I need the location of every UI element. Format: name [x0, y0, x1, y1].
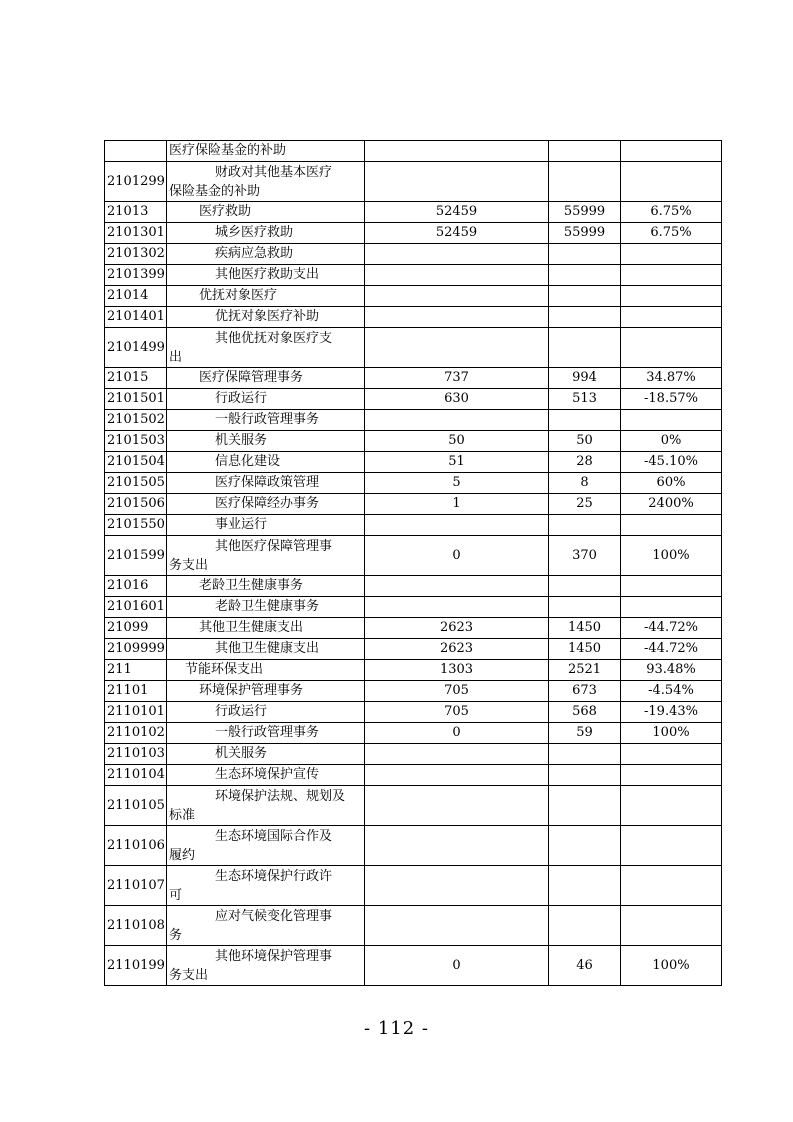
- table-row: [105, 744, 722, 765]
- cell-name: [167, 906, 365, 946]
- cell-code: 2101401: [105, 307, 167, 328]
- cell-name: 医疗保障政策管理: [167, 473, 365, 494]
- cell-code: 21015: [105, 368, 167, 389]
- cell-name: 其他卫生健康支出: [167, 639, 365, 660]
- cell-value-a: [365, 765, 549, 786]
- cell-value-a: 705: [365, 681, 549, 702]
- cell-code: 2101399: [105, 265, 167, 286]
- cell-value-a: 52459: [365, 202, 549, 223]
- cell-name-line: 环境保护法规、规划及: [215, 788, 346, 804]
- cell-name: 机关服务: [167, 431, 365, 452]
- cell-name: 其他医疗救助支出: [167, 265, 365, 286]
- cell-code: 21014: [105, 286, 167, 307]
- cell-value-a: [365, 162, 549, 202]
- cell-value-c: [621, 906, 722, 946]
- cell-value-c: [621, 286, 722, 307]
- cell-value-b: 8: [549, 473, 621, 494]
- cell-code: 2110199: [105, 946, 167, 986]
- cell-value-c: [621, 597, 722, 618]
- cell-value-b: 28: [549, 452, 621, 473]
- cell-value-b: [549, 765, 621, 786]
- cell-name-line: 出: [169, 349, 183, 365]
- table-row: [105, 515, 722, 536]
- cell-value-a: 2623: [365, 618, 549, 639]
- table-row: [105, 702, 722, 723]
- cell-code: 2110103: [105, 744, 167, 765]
- table-row: [105, 410, 722, 431]
- cell-code: 2101299: [105, 162, 167, 202]
- table-row: [105, 826, 722, 866]
- cell-name: 优抚对象医疗补助: [167, 307, 365, 328]
- cell-value-a: 0: [365, 946, 549, 986]
- cell-value-c: 6.75%: [621, 223, 722, 244]
- table-body: [105, 141, 722, 986]
- cell-value-b: 1450: [549, 639, 621, 660]
- cell-value-b: [549, 286, 621, 307]
- cell-name: 生态环境保护宣传: [167, 765, 365, 786]
- cell-name: [167, 328, 365, 368]
- cell-code: 2110104: [105, 765, 167, 786]
- cell-value-b: [549, 597, 621, 618]
- table-row: [105, 244, 722, 265]
- cell-value-a: 0: [365, 723, 549, 744]
- cell-name: 疾病应急救助: [167, 244, 365, 265]
- cell-code: 21099: [105, 618, 167, 639]
- cell-value-a: [365, 141, 549, 162]
- cell-code: [105, 141, 167, 162]
- cell-value-b: 55999: [549, 202, 621, 223]
- table-row: [105, 786, 722, 826]
- table-row: [105, 660, 722, 681]
- cell-value-a: [365, 244, 549, 265]
- cell-name-line: 财政对其他基本医疗: [215, 164, 333, 180]
- cell-value-b: 59: [549, 723, 621, 744]
- cell-name: 机关服务: [167, 744, 365, 765]
- cell-value-a: [365, 866, 549, 906]
- cell-value-a: [365, 286, 549, 307]
- cell-name-line: 其他优抚对象医疗支: [215, 330, 333, 346]
- cell-value-c: [621, 866, 722, 906]
- table-row: [105, 866, 722, 906]
- cell-value-c: 2400%: [621, 494, 722, 515]
- cell-value-b: [549, 576, 621, 597]
- cell-code: 211: [105, 660, 167, 681]
- cell-value-c: 60%: [621, 473, 722, 494]
- cell-name: 行政运行: [167, 389, 365, 410]
- cell-value-c: -44.72%: [621, 639, 722, 660]
- cell-value-b: 994: [549, 368, 621, 389]
- table-row: [105, 452, 722, 473]
- cell-value-b: [549, 328, 621, 368]
- cell-value-c: 100%: [621, 723, 722, 744]
- cell-value-a: [365, 410, 549, 431]
- cell-code: 2101550: [105, 515, 167, 536]
- table-row: [105, 389, 722, 410]
- cell-name-line: 其他医疗保障管理事: [215, 538, 333, 554]
- cell-value-c: 6.75%: [621, 202, 722, 223]
- cell-code: 21101: [105, 681, 167, 702]
- cell-value-a: 1303: [365, 660, 549, 681]
- cell-name: 事业运行: [167, 515, 365, 536]
- table-row: [105, 431, 722, 452]
- page-number: - 112 -: [364, 1018, 429, 1039]
- cell-value-b: [549, 866, 621, 906]
- cell-value-a: 630: [365, 389, 549, 410]
- cell-code: 21016: [105, 576, 167, 597]
- cell-code: 2101505: [105, 473, 167, 494]
- cell-value-c: [621, 265, 722, 286]
- cell-code: 2110107: [105, 866, 167, 906]
- cell-code: 2101501: [105, 389, 167, 410]
- table-row: [105, 906, 722, 946]
- cell-name-line: 生态环境国际合作及: [215, 828, 333, 844]
- table-row: [105, 946, 722, 986]
- cell-value-b: 25: [549, 494, 621, 515]
- cell-value-c: [621, 328, 722, 368]
- cell-value-c: [621, 576, 722, 597]
- cell-value-b: 370: [549, 536, 621, 576]
- cell-name: 老龄卫生健康事务: [167, 576, 365, 597]
- cell-value-b: 2521: [549, 660, 621, 681]
- table-row: [105, 473, 722, 494]
- table-row: [105, 202, 722, 223]
- cell-code: 2110106: [105, 826, 167, 866]
- table-row: [105, 536, 722, 576]
- cell-value-c: [621, 244, 722, 265]
- cell-value-c: -44.72%: [621, 618, 722, 639]
- cell-value-c: -45.10%: [621, 452, 722, 473]
- cell-value-a: [365, 906, 549, 946]
- cell-name: 信息化建设: [167, 452, 365, 473]
- cell-name: [167, 786, 365, 826]
- cell-value-a: 705: [365, 702, 549, 723]
- table-row: [105, 328, 722, 368]
- cell-value-a: [365, 328, 549, 368]
- cell-value-b: [549, 244, 621, 265]
- cell-name: 节能环保支出: [167, 660, 365, 681]
- budget-table: [104, 140, 722, 986]
- cell-name: 其他卫生健康支出: [167, 618, 365, 639]
- cell-value-a: [365, 826, 549, 866]
- cell-name-line: 生态环境保护行政许: [215, 868, 333, 884]
- cell-value-c: [621, 786, 722, 826]
- cell-value-c: -19.43%: [621, 702, 722, 723]
- cell-name: [167, 946, 365, 986]
- table-row: [105, 723, 722, 744]
- cell-value-a: [365, 265, 549, 286]
- cell-value-b: [549, 826, 621, 866]
- cell-code: 2109999: [105, 639, 167, 660]
- cell-name-line: 保险基金的补助: [169, 183, 261, 199]
- table-row: [105, 639, 722, 660]
- cell-value-a: [365, 597, 549, 618]
- cell-value-b: [549, 786, 621, 826]
- cell-code: 2101503: [105, 431, 167, 452]
- cell-value-b: 1450: [549, 618, 621, 639]
- cell-name: [167, 866, 365, 906]
- cell-value-a: [365, 786, 549, 826]
- cell-value-b: [549, 162, 621, 202]
- cell-code: 2110102: [105, 723, 167, 744]
- cell-code: 2101601: [105, 597, 167, 618]
- cell-name-line: 可: [169, 887, 183, 903]
- cell-value-a: 0: [365, 536, 549, 576]
- cell-name: 环境保护管理事务: [167, 681, 365, 702]
- cell-value-a: 5: [365, 473, 549, 494]
- cell-value-b: 50: [549, 431, 621, 452]
- cell-name-line: 应对气候变化管理事: [215, 908, 333, 924]
- cell-value-a: 51: [365, 452, 549, 473]
- cell-value-b: [549, 515, 621, 536]
- table-row: [105, 307, 722, 328]
- cell-name: [167, 536, 365, 576]
- cell-name: 老龄卫生健康事务: [167, 597, 365, 618]
- cell-name: 医疗保障经办事务: [167, 494, 365, 515]
- table-row: [105, 223, 722, 244]
- cell-value-b: [549, 307, 621, 328]
- cell-code: 2101504: [105, 452, 167, 473]
- cell-code: 2110101: [105, 702, 167, 723]
- cell-value-c: 0%: [621, 431, 722, 452]
- table-row: [105, 618, 722, 639]
- cell-value-a: [365, 515, 549, 536]
- cell-value-c: 100%: [621, 536, 722, 576]
- cell-code: 2101502: [105, 410, 167, 431]
- cell-name-line: 其他环境保护管理事: [215, 948, 333, 964]
- cell-value-a: [365, 307, 549, 328]
- table-row: [105, 576, 722, 597]
- cell-code: 2101506: [105, 494, 167, 515]
- cell-value-c: [621, 515, 722, 536]
- cell-code: 2101301: [105, 223, 167, 244]
- cell-value-a: 50: [365, 431, 549, 452]
- cell-code: 2101302: [105, 244, 167, 265]
- cell-value-a: 2623: [365, 639, 549, 660]
- cell-value-c: 34.87%: [621, 368, 722, 389]
- cell-name-line: 务: [169, 927, 183, 943]
- cell-value-a: 52459: [365, 223, 549, 244]
- cell-value-b: [549, 744, 621, 765]
- cell-value-c: 100%: [621, 946, 722, 986]
- cell-value-b: [549, 265, 621, 286]
- cell-value-c: 93.48%: [621, 660, 722, 681]
- cell-value-a: 737: [365, 368, 549, 389]
- table-row: [105, 162, 722, 202]
- cell-name-line: 务支出: [169, 967, 209, 983]
- cell-value-b: 55999: [549, 223, 621, 244]
- table-row: [105, 368, 722, 389]
- cell-name-line: 标准: [169, 807, 196, 823]
- cell-value-b: 46: [549, 946, 621, 986]
- table-row: [105, 265, 722, 286]
- table-row: [105, 597, 722, 618]
- cell-code: 2101599: [105, 536, 167, 576]
- table-row: [105, 141, 722, 162]
- cell-name: 行政运行: [167, 702, 365, 723]
- cell-code: 2110105: [105, 786, 167, 826]
- cell-value-b: [549, 906, 621, 946]
- cell-value-b: 568: [549, 702, 621, 723]
- cell-value-a: [365, 576, 549, 597]
- cell-value-b: [549, 141, 621, 162]
- cell-code: 21013: [105, 202, 167, 223]
- cell-value-c: [621, 744, 722, 765]
- cell-name: 优抚对象医疗: [167, 286, 365, 307]
- table-row: [105, 494, 722, 515]
- cell-name-line: 务支出: [169, 557, 209, 573]
- cell-code: 2110108: [105, 906, 167, 946]
- cell-name: [167, 826, 365, 866]
- cell-value-c: [621, 162, 722, 202]
- table-row: [105, 286, 722, 307]
- cell-value-c: [621, 307, 722, 328]
- cell-name: 医疗保险基金的补助: [167, 141, 365, 162]
- cell-value-b: 513: [549, 389, 621, 410]
- cell-value-b: [549, 410, 621, 431]
- cell-name: [167, 162, 365, 202]
- cell-value-a: [365, 744, 549, 765]
- cell-value-c: [621, 410, 722, 431]
- cell-value-c: [621, 765, 722, 786]
- cell-name-line: 履约: [169, 847, 196, 863]
- cell-name: 一般行政管理事务: [167, 723, 365, 744]
- cell-value-c: -18.57%: [621, 389, 722, 410]
- cell-value-c: [621, 141, 722, 162]
- cell-value-c: -4.54%: [621, 681, 722, 702]
- cell-value-a: 1: [365, 494, 549, 515]
- table-row: [105, 681, 722, 702]
- cell-value-b: 673: [549, 681, 621, 702]
- cell-value-c: [621, 826, 722, 866]
- table-row: [105, 765, 722, 786]
- cell-name: 一般行政管理事务: [167, 410, 365, 431]
- cell-name: 医疗保障管理事务: [167, 368, 365, 389]
- cell-name: 城乡医疗救助: [167, 223, 365, 244]
- cell-name: 医疗救助: [167, 202, 365, 223]
- cell-code: 2101499: [105, 328, 167, 368]
